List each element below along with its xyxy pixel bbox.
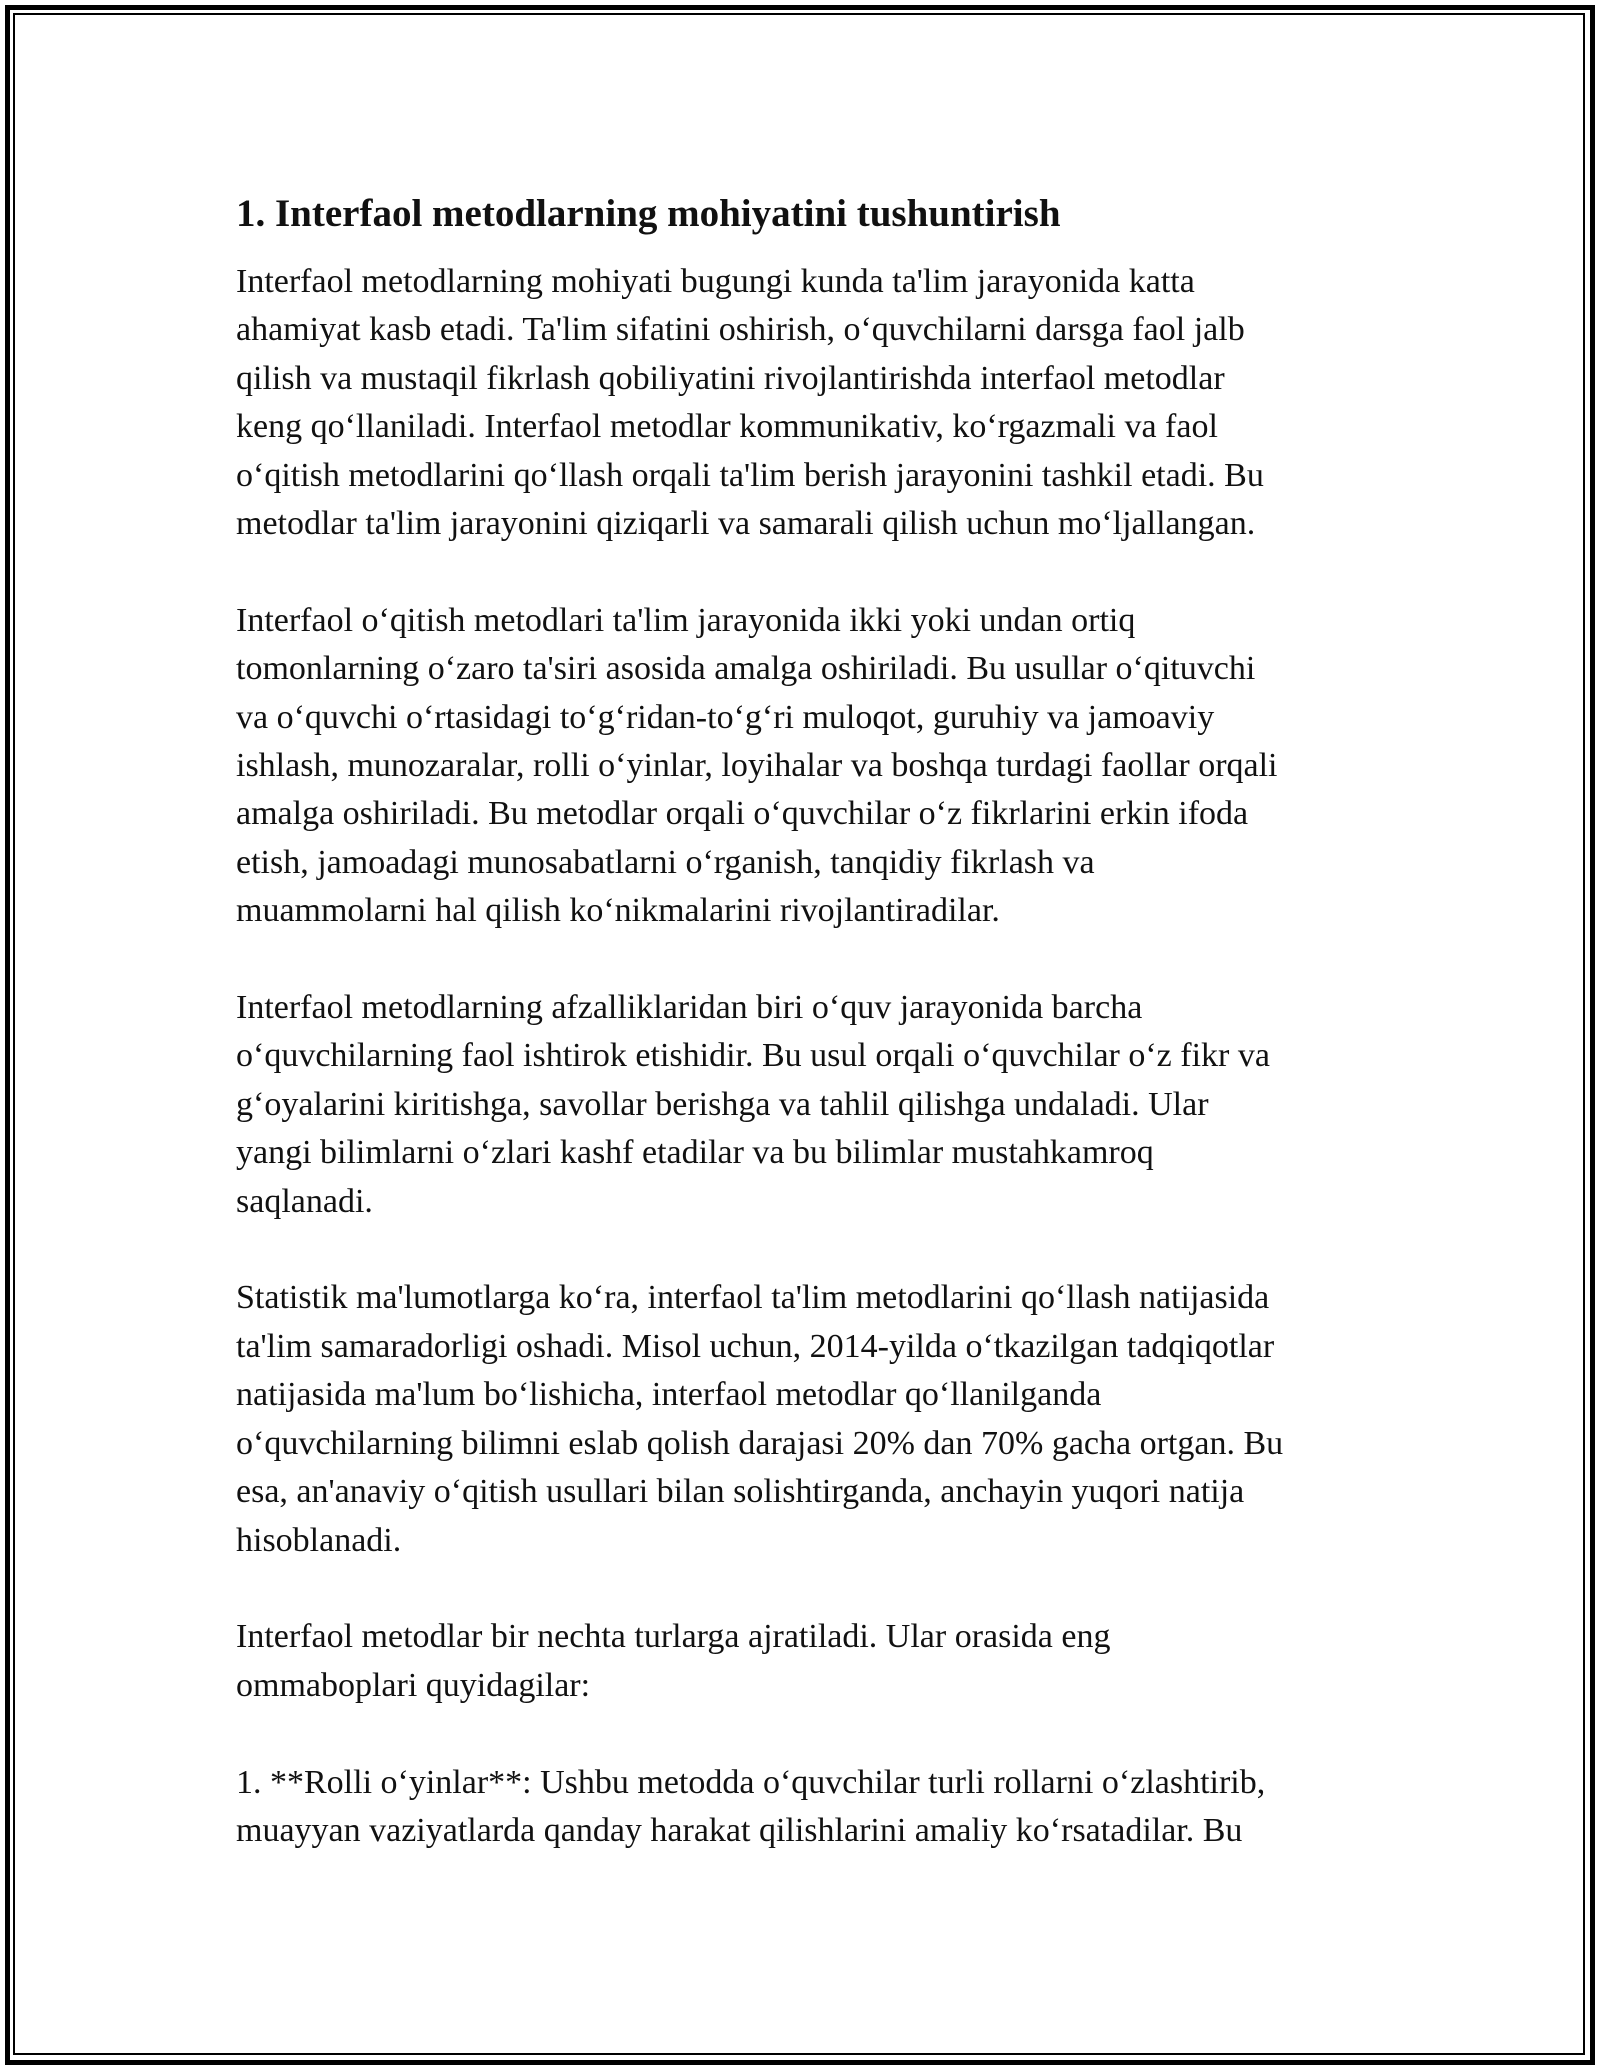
paragraph-line: ommaboplari quyidagilar: xyxy=(236,1666,591,1704)
paragraph xyxy=(236,1613,1366,1710)
paragraph-line: ta'lim samaradorligi oshadi. Misol uchun, 2014-yilda o‘tkazilgan tadqiqotlar xyxy=(236,1327,1275,1365)
paragraph-line: keng qo‘llaniladi. Interfaol metodlar kommunikativ, ko‘rgazmali va faol xyxy=(236,408,1218,446)
document-body xyxy=(236,190,1366,1904)
paragraph-line: tomonlarning o‘zaro ta'siri asosida amalga oshiriladi. Bu usullar o‘qituvchi xyxy=(236,650,1256,688)
paragraph xyxy=(236,597,1366,936)
paragraph xyxy=(236,984,1366,1226)
paragraph-line: Interfaol o‘qitish metodlari ta'lim jarayonida ikki yoki undan ortiq xyxy=(236,601,1136,639)
paragraph-line: hisoblanadi. xyxy=(236,1521,402,1559)
paragraph xyxy=(236,258,1366,548)
paragraph-line: o‘quvchilarning faol ishtirok etishidir. Bu usul orqali o‘quvchilar o‘z fikr va xyxy=(236,1037,1270,1075)
paragraph-line: natijasida ma'lum bo‘lishicha, interfaol metodlar qo‘llanilganda xyxy=(236,1376,1102,1414)
paragraph-line: etish, jamoadagi munosabatlarni o‘rganish, tanqidiy fikrlash va xyxy=(236,843,1095,881)
paragraph xyxy=(236,1759,1366,1856)
paragraph-line: esa, an'anaviy o‘qitish usullari bilan solishtirganda, anchayin yuqori natija xyxy=(236,1473,1245,1511)
paragraph-line: amalga oshiriladi. Bu metodlar orqali o‘quvchilar o‘z fikrlarini erkin ifoda xyxy=(236,795,1249,833)
paragraph-line: g‘oyalarini kiritishga, savollar berishga va tahlil qilishga undaladi. Ular xyxy=(236,1085,1209,1123)
paragraph-line: o‘qitish metodlarini qo‘llash orqali ta'lim berish jarayonini tashkil etadi. Bu xyxy=(236,456,1264,494)
paragraph-line: ahamiyat kasb etadi. Ta'lim sifatini oshirish, o‘quvchilarni darsga faol jalb xyxy=(236,311,1245,349)
paragraph-line: ishlash, munozaralar, rolli o‘yinlar, loyihalar va boshqa turdagi faollar orqali xyxy=(236,747,1278,785)
paragraph-line: saqlanadi. xyxy=(236,1182,373,1220)
paragraph-line: qilish va mustaqil fikrlash qobiliyatini rivojlantirishda interfaol metodlar xyxy=(236,359,1225,397)
paragraph-line: yangi bilimlarni o‘zlari kashf etadilar va bu bilimlar mustahkamroq xyxy=(236,1134,1154,1172)
paragraph xyxy=(236,1274,1366,1564)
section-heading: 1. Interfaol metodlarning mohiyatini tushuntirish xyxy=(236,192,1061,235)
paragraph-list xyxy=(236,258,1366,1855)
paragraph-line: o‘quvchilarning bilimni eslab qolish darajasi 20% dan 70% gacha ortgan. Bu xyxy=(236,1424,1284,1462)
paragraph-line: Interfaol metodlarning afzalliklaridan biri o‘quv jarayonida barcha xyxy=(236,989,1143,1027)
paragraph-line: Interfaol metodlarning mohiyati bugungi kunda ta'lim jarayonida katta xyxy=(236,263,1195,300)
paragraph-line: metodlar ta'lim jarayonini qiziqarli va samarali qilish uchun mo‘ljallangan. xyxy=(236,505,1256,543)
paragraph-line: muammolarni hal qilish ko‘nikmalarini rivojlantiradilar. xyxy=(236,892,1000,930)
paragraph-line: muayyan vaziyatlarda qanday harakat qilishlarini amaliy ko‘rsatadilar. Bu xyxy=(236,1811,1243,1849)
paragraph-line: va o‘quvchi o‘rtasidagi to‘g‘ridan-to‘g‘ri muloqot, guruhiy va jamoaviy xyxy=(236,698,1215,736)
paragraph-line: Statistik ma'lumotlarga ko‘ra, interfaol ta'lim metodlarini qo‘llash natijasida xyxy=(236,1279,1270,1317)
paragraph-line: Interfaol metodlar bir nechta turlarga ajratiladi. Ular orasida eng xyxy=(236,1618,1111,1656)
paragraph-line: 1. **Rolli o‘yinlar**: Ushbu metodda o‘quvchilar turli rollarni o‘zlashtirib, xyxy=(236,1763,1266,1801)
